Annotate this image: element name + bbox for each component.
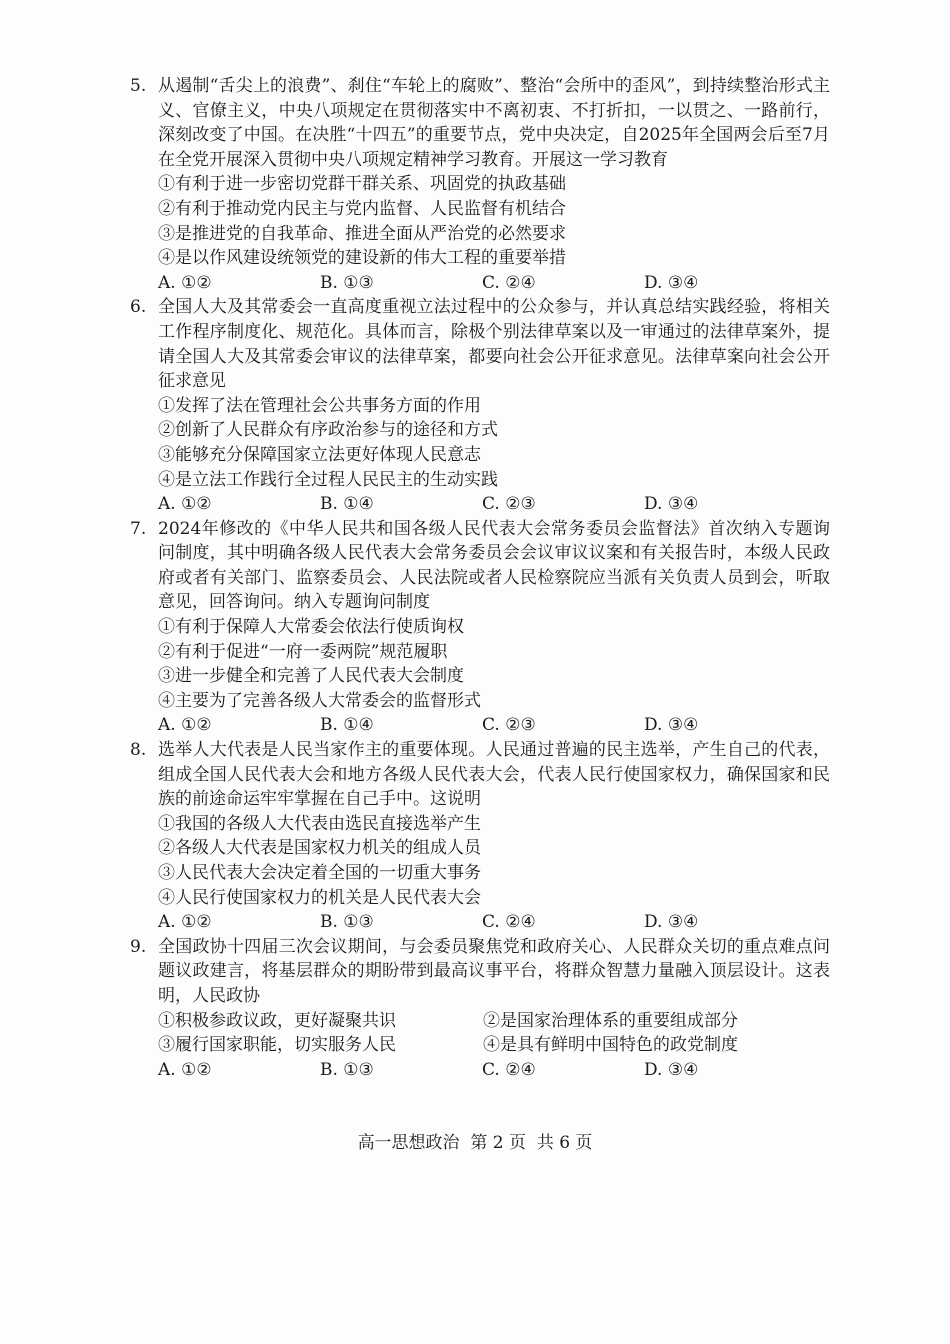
option-b: B. ①④ bbox=[320, 715, 374, 736]
option-c: C. ②④ bbox=[482, 912, 536, 933]
option-a: A. ①② bbox=[158, 715, 212, 736]
statement-list bbox=[158, 172, 830, 270]
question-stem bbox=[158, 517, 830, 615]
question-stem bbox=[158, 738, 830, 812]
statement-item: ①我国的各级人大代表由选民直接选举产生 bbox=[158, 813, 481, 834]
question-7 bbox=[130, 517, 830, 738]
option-d: D. ③④ bbox=[644, 494, 699, 515]
question-stem bbox=[158, 74, 830, 172]
footer-subject: 高一思想政治 bbox=[357, 1133, 460, 1153]
statement-list bbox=[158, 615, 830, 713]
answer-options bbox=[158, 492, 830, 517]
question-number: 9. bbox=[130, 936, 147, 957]
option-c: C. ②④ bbox=[482, 272, 536, 293]
statement-item: ①发挥了法在管理社会公共事务方面的作用 bbox=[158, 395, 481, 416]
option-c: C. ②③ bbox=[482, 494, 536, 515]
question-stem-text: 全国政协十四届三次会议期间，与会委员聚焦党和政府关心、人民群众关切的重点难点问题议政建言，将基层群众的期盼带到最高议事平台，将群众智慧力量融入顶层设计。这表明，人民政协 bbox=[158, 936, 830, 1006]
statement-item: ②有利于促进“一府一委两院”规范履职 bbox=[158, 641, 448, 662]
statement-list bbox=[158, 394, 830, 492]
statement-item: ④是以作风建设统领党的建设新的伟大工程的重要举措 bbox=[158, 248, 566, 269]
answer-options bbox=[158, 713, 830, 738]
statement-item: ①有利于保障人大常委会依法行使质询权 bbox=[158, 617, 464, 638]
question-list bbox=[130, 74, 830, 1082]
answer-options bbox=[158, 271, 830, 296]
question-8 bbox=[130, 738, 830, 935]
statement-list bbox=[158, 1009, 830, 1058]
page-footer bbox=[0, 1128, 950, 1153]
footer-total-pages: 共 6 页 bbox=[536, 1133, 593, 1153]
statement-item: ②创新了人民群众有序政治参与的途径和方式 bbox=[158, 420, 498, 441]
question-stem-text: 2024年修改的《中华人民共和国各级人民代表大会常务委员会监督法》首次纳入专题询问制度，其中明确各级人民代表大会常务委员会会议审议议案和有关报告时，本级人民政府或者有关部门、监察委员会、人民法院或者人民检察院应当派有关负责人员到会，听取意见，回答询问。纳入专题询问制度 bbox=[158, 518, 830, 613]
statement-item: ②有利于推动党内民主与党内监督、人民监督有机结合 bbox=[158, 198, 566, 219]
question-stem bbox=[158, 935, 830, 1009]
question-9 bbox=[130, 935, 830, 1083]
statement-item: ③人民代表大会决定着全国的一切重大事务 bbox=[158, 863, 481, 883]
answer-options bbox=[158, 1058, 830, 1083]
statement-item: ③履行国家职能，切实服务人民 bbox=[158, 1035, 396, 1056]
statement-item: ②是国家治理体系的重要组成部分 bbox=[483, 1010, 738, 1031]
footer-page-number: 第 2 页 bbox=[470, 1133, 526, 1153]
question-stem-text: 从遏制“舌尖上的浪费”、刹住“车轮上的腐败”、整治“会所中的歪风”，到持续整治形式主义、官僚主义，中央八项规定在贯彻落实中不离初衷、不打折扣，一以贯之、一路前行，深刻改变了中国。在决胜“十四五”的重要节点，党中央决定，自2025年全国两会后至7月在全党开展深入贯彻中央八项规定精神学习教育。开展这一学习教育 bbox=[158, 76, 830, 170]
option-b: B. ①③ bbox=[320, 912, 374, 933]
question-6 bbox=[130, 295, 830, 516]
statement-item: ①有利于进一步密切党群干群关系、巩固党的执政基础 bbox=[158, 174, 566, 195]
question-number: 7. bbox=[130, 518, 147, 539]
option-d: D. ③④ bbox=[644, 912, 699, 933]
answer-options bbox=[158, 910, 830, 935]
question-stem bbox=[158, 295, 830, 393]
statement-item: ③能够充分保障国家立法更好体现人民意志 bbox=[158, 444, 481, 465]
statement-item: ①积极参政议政，更好凝聚共识 bbox=[158, 1010, 396, 1031]
option-a: A. ①② bbox=[158, 912, 212, 933]
option-a: A. ①② bbox=[158, 494, 212, 515]
option-c: C. ②④ bbox=[482, 1059, 536, 1080]
option-c: C. ②③ bbox=[482, 715, 536, 736]
question-number: 5. bbox=[130, 76, 147, 96]
question-number: 8. bbox=[130, 740, 147, 761]
question-number: 6. bbox=[130, 297, 147, 318]
option-a: A. ①② bbox=[158, 272, 212, 293]
statement-item: ③是推进党的自我革命、推进全面从严治党的必然要求 bbox=[158, 223, 566, 244]
option-a: A. ①② bbox=[158, 1059, 212, 1080]
statement-item: ②各级人大代表是国家权力机关的组成人员 bbox=[158, 838, 481, 859]
question-stem-text: 全国人大及其常委会一直高度重视立法过程中的公众参与，并认真总结实践经验，将相关工作程序制度化、规范化。具体而言，除极个别法律草案以及一审通过的法律草案外，提请全国人大及其常委会审议的法律草案，都要向社会公开征求意见。法律草案向社会公开征求意见 bbox=[158, 297, 830, 392]
statement-item: ④是具有鲜明中国特色的政党制度 bbox=[483, 1035, 738, 1056]
question-5 bbox=[130, 74, 830, 295]
statement-list bbox=[158, 812, 830, 910]
option-b: B. ①③ bbox=[320, 1059, 374, 1080]
option-d: D. ③④ bbox=[644, 715, 699, 736]
option-d: D. ③④ bbox=[644, 1059, 699, 1080]
statement-item: ④主要为了完善各级人大常委会的监督形式 bbox=[158, 690, 481, 711]
option-d: D. ③④ bbox=[644, 272, 699, 293]
statement-item: ④人民行使国家权力的机关是人民代表大会 bbox=[158, 887, 481, 908]
statement-item: ④是立法工作践行全过程人民民主的生动实践 bbox=[158, 469, 498, 490]
option-b: B. ①④ bbox=[320, 494, 374, 515]
option-b: B. ①③ bbox=[320, 272, 374, 293]
question-stem-text: 选举人大代表是人民当家作主的重要体现。人民通过普遍的民主选举，产生自己的代表，组成全国人民代表大会和地方各级人民代表大会，代表人民行使国家权力，确保国家和民族的前途命运牢牢掌握在自己手中。这说明 bbox=[158, 740, 830, 810]
statement-item: ③进一步健全和完善了人民代表大会制度 bbox=[158, 666, 464, 687]
